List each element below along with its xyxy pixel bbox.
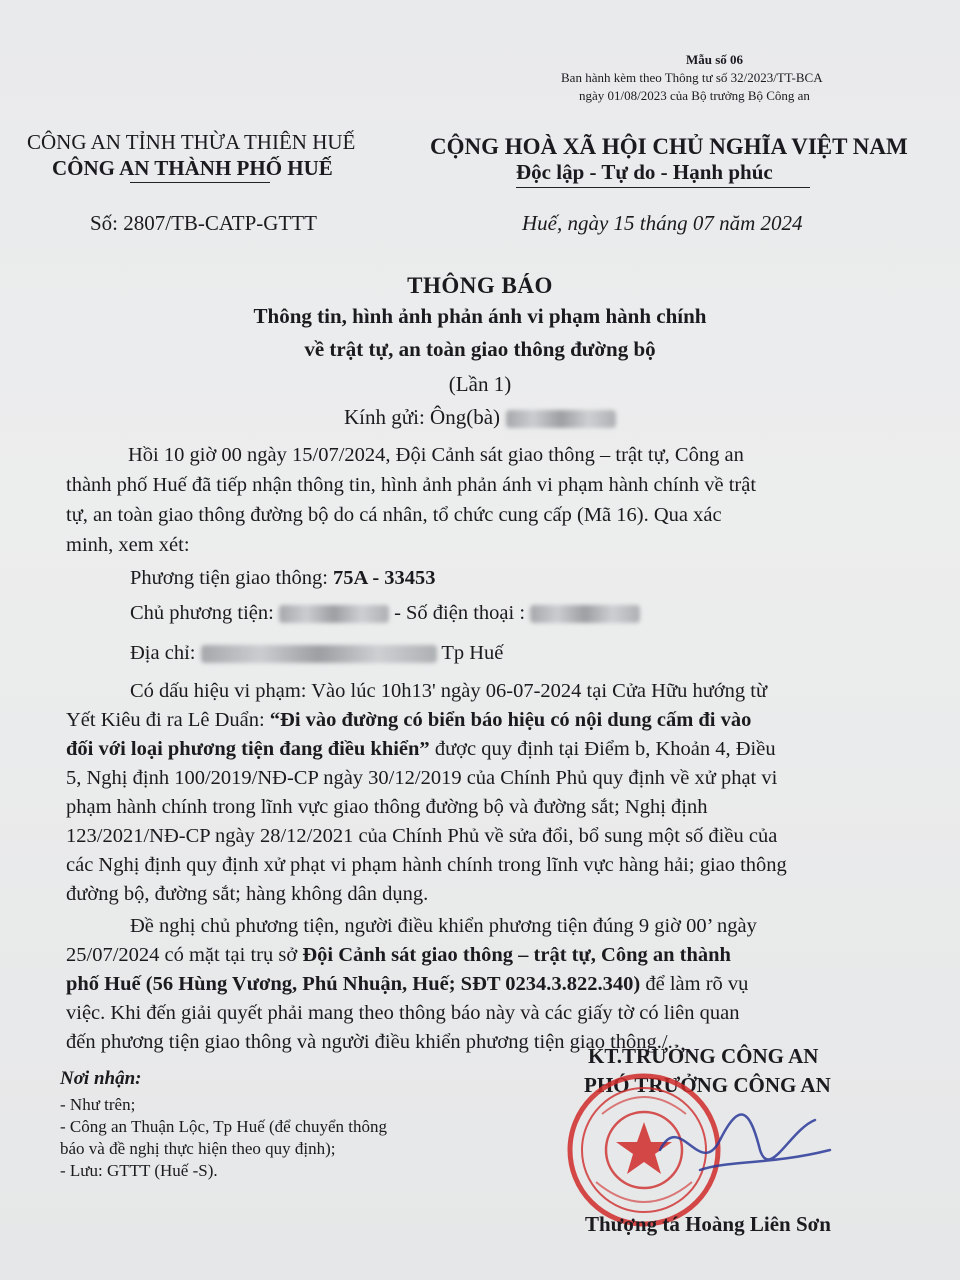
- violation-line-8: đường bộ, đường sắt; hàng không dân dụng.: [66, 883, 429, 905]
- owner-line: [130, 602, 640, 625]
- request-venue-1: Đội Cảnh sát giao thông – trật tự, Công an thành: [302, 944, 731, 966]
- document-number: Số: 2807/TB-CATP-GTTT: [90, 211, 317, 235]
- violation-legal-ref: được quy định tại Điểm b, Khoản 4, Điều: [429, 738, 776, 760]
- signer-name: Thượng tá Hoàng Liên Sơn: [585, 1212, 831, 1236]
- violation-line-2: [66, 709, 751, 732]
- recipient-item: - Như trên;: [60, 1095, 136, 1114]
- agency-underline: [130, 182, 270, 183]
- request-line-5: đến phương tiện giao thông và người điều khiển phương tiện giao thông./.: [66, 1031, 673, 1053]
- request-line-2: [66, 944, 731, 967]
- addressee-line: [0, 405, 960, 430]
- redacted-phone: [530, 605, 640, 623]
- form-code: Mẫu số 06: [686, 52, 744, 67]
- intro-line-2: thành phố Huế đã tiếp nhận thông tin, hình ảnh phản ánh vi phạm hành chính về trật: [66, 474, 757, 496]
- address-line: [130, 642, 503, 665]
- motto-underline: [516, 187, 810, 188]
- violation-location: Yết Kiêu đi ra Lê Duẩn:: [66, 709, 270, 731]
- recipient-item: - Công an Thuận Lộc, Tp Huế (để chuyển thông: [60, 1117, 388, 1136]
- violation-line-5: phạm hành chính trong lĩnh vực giao thông đường bộ và đường sắt; Nghị định: [66, 796, 708, 818]
- intro-line-4: minh, xem xét:: [66, 534, 190, 556]
- address-city: Tp Huế: [436, 642, 504, 664]
- violation-line-7: các Nghị định quy định xử phạt vi phạm hành chính trong lĩnh vực hàng hải; giao thông: [66, 854, 787, 876]
- vehicle-plate: 75A - 33453: [333, 567, 436, 589]
- recipients-heading: Nơi nhận:: [60, 1068, 142, 1089]
- recipient-item: - Lưu: GTTT (Huế -S).: [60, 1161, 218, 1180]
- vehicle-line: [130, 567, 436, 590]
- phone-label: - Số điện thoại :: [388, 602, 531, 624]
- request-venue-2: phố Huế (56 Hùng Vương, Phú Nhuận, Huế; SĐT 0234.3.822.340): [66, 973, 641, 995]
- intro-line-3: tự, an toàn giao thông đường bộ do cá nhân, tổ chức cung cấp (Mã 16). Qua xác: [66, 504, 722, 526]
- form-reference-line: Ban hành kèm theo Thông tư số 32/2023/TT-BCA: [561, 70, 823, 85]
- document-title: THÔNG BÁO: [407, 273, 553, 298]
- intro-line-1: Hồi 10 giờ 00 ngày 15/07/2024, Đội Cảnh sát giao thông – trật tự, Công an: [128, 444, 744, 466]
- request-venue-intro: 25/07/2024 có mặt tại trụ sở: [66, 944, 303, 966]
- national-title: CỘNG HOÀ XÃ HỘI CHỦ NGHĨA VIỆT NAM: [430, 134, 908, 159]
- signature-title-1: KT.TRƯỞNG CÔNG AN: [588, 1044, 819, 1068]
- handwritten-signature-icon: [640, 1090, 840, 1200]
- violation-line-3: [66, 738, 776, 761]
- request-line-3: [66, 973, 748, 996]
- document-date: Huế, ngày 15 tháng 07 năm 2024: [522, 211, 803, 235]
- addressee-label: Kính gửi: Ông(bà): [343, 405, 501, 429]
- redacted-name: [506, 410, 616, 428]
- redacted-address: [201, 645, 437, 663]
- document-subtitle-2: về trật tự, an toàn giao thông đường bộ: [304, 337, 656, 361]
- issuing-agency: CÔNG AN TỈNH THỪA THIÊN HUẾ: [27, 130, 356, 154]
- request-purpose: để làm rõ vụ: [640, 973, 749, 995]
- issuing-agency-sub: CÔNG AN THÀNH PHỐ HUẾ: [52, 156, 333, 180]
- vehicle-label: Phương tiện giao thông:: [130, 567, 334, 589]
- violation-line-4: 5, Nghị định 100/2019/NĐ-CP ngày 30/12/2019 của Chính Phủ quy định về xử phạt vi: [66, 767, 778, 789]
- violation-line-1: Có dấu hiệu vi phạm: Vào lúc 10h13' ngày 06-07-2024 tại Cửa Hữu hướng từ: [130, 680, 768, 702]
- document-subtitle-1: Thông tin, hình ảnh phản ánh vi phạm hành chính: [253, 304, 707, 328]
- recipient-item: báo và đề nghị thực hiện theo quy định);: [60, 1139, 336, 1158]
- violation-description-1: “Đi vào đường có biển báo hiệu có nội dung cấm đi vào: [269, 709, 752, 731]
- violation-description-2: đối với loại phương tiện đang điều khiển”: [66, 738, 430, 760]
- signature-title-2: PHÓ TRƯỞNG CÔNG AN: [584, 1073, 831, 1097]
- redacted-owner: [279, 605, 389, 623]
- owner-label: Chủ phương tiện:: [130, 602, 279, 624]
- address-label: Địa chỉ:: [130, 642, 201, 664]
- request-line-4: việc. Khi đến giải quyết phải mang theo thông báo này và các giấy tờ có liên quan: [66, 1002, 740, 1024]
- national-motto: Độc lập - Tự do - Hạnh phúc: [516, 160, 773, 184]
- notice-count: (Lần 1): [448, 372, 512, 396]
- violation-line-6: 123/2021/NĐ-CP ngày 28/12/2021 của Chính Phủ về sửa đổi, bổ sung một số điều của: [66, 825, 778, 847]
- request-line-1: Đề nghị chủ phương tiện, người điều khiển phương tiện đúng 9 giờ 00’ ngày: [130, 915, 757, 937]
- form-reference-date: ngày 01/08/2023 của Bộ trưởng Bộ Công an: [579, 88, 810, 103]
